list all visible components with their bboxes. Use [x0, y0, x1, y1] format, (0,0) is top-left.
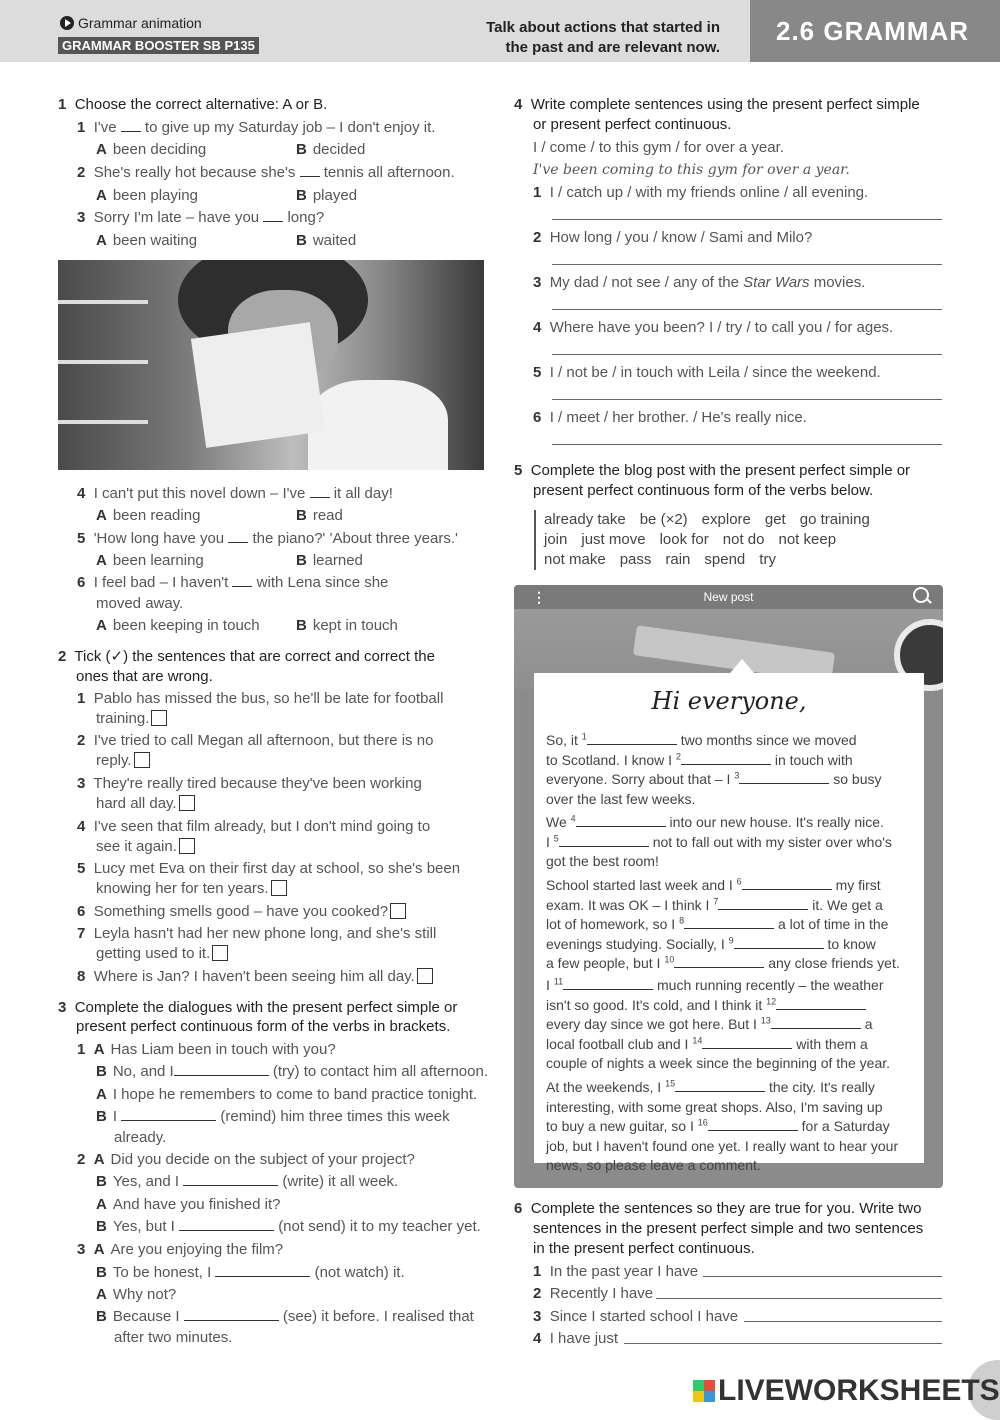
word-row [544, 530, 944, 550]
answer-blank[interactable] [587, 733, 677, 745]
word-item: explore [701, 511, 751, 528]
answer-blank[interactable] [179, 1218, 274, 1231]
answer-line[interactable] [552, 219, 942, 220]
blog-paragraph-4: I $^{11}$ much running recently – the weather isn't so good. It's cold, and I think it $^{12}$ every day since we got here. But I $^{13}$ a local football club and I $^{14}$ with them a couple of nights a week since the beginning of the year. [546, 976, 891, 1071]
ex2-instruction-line2: ones that are wrong. [76, 668, 213, 685]
answer-blank[interactable] [174, 1063, 269, 1076]
ex1-option-a[interactable]: A been playing [96, 187, 198, 204]
dialogue-1-b2: B I (remind) him three times this week [96, 1108, 450, 1125]
answer-line[interactable] [552, 309, 942, 310]
dialogue-1-a1: 1 A Has Liam been in touch with you? [77, 1041, 336, 1058]
dialogue-2-a2: A And have you finished it? [96, 1196, 281, 1213]
answer-blank[interactable] [228, 530, 248, 543]
word-item: just move [581, 531, 646, 548]
ex6-item-2: 2 Recently I have [533, 1285, 654, 1302]
word-item: be (×2) [639, 511, 688, 528]
blog-paragraph-1: So, it $^1$ two months since we moved to Scotland. I know I $^2$ in touch with everyone. Sorry about that – I $^3$ so busy over the last few weeks. [546, 731, 882, 807]
ex5-instruction-line2: present perfect continuous form of the verbs below. [533, 482, 874, 499]
ex3-instruction: 3 Complete the dialogues with the present perfect simple or [58, 999, 458, 1016]
blog-post-panel [514, 585, 943, 1188]
word-item: already take [544, 511, 626, 528]
dialogue-3-b2-line2: after two minutes. [114, 1329, 233, 1346]
answer-blank[interactable] [184, 1308, 279, 1321]
ex1-item-2: 2 She's really hot because she's tennis all afternoon. [77, 164, 455, 181]
blog-paragraph-2: We $^4$ into our new house. It's really nice. I $^5$ not to fall out with my sister over who's got the best room! [546, 813, 892, 869]
ex1-option-a[interactable]: A been waiting [96, 232, 198, 249]
answer-line[interactable] [656, 1298, 942, 1299]
ex1-option-a[interactable]: A been deciding [96, 141, 207, 158]
answer-blank[interactable] [232, 574, 252, 587]
answer-blank[interactable] [776, 998, 866, 1010]
answer-blank[interactable] [215, 1264, 310, 1277]
ex1-item-4: 4 I can't put this novel down – I've it all day! [77, 485, 393, 502]
grammar-booster-label: GRAMMAR BOOSTER SB P135 [58, 37, 259, 54]
answer-blank[interactable] [702, 1037, 792, 1049]
answer-blank[interactable] [310, 485, 330, 498]
ex3-instruction-line2: present perfect continuous form of the verbs in brackets. [76, 1018, 451, 1035]
ex4-instruction-line2: or present perfect continuous. [533, 116, 732, 133]
answer-blank[interactable] [734, 937, 824, 949]
blog-title-bar: ⋮ New post [514, 585, 943, 609]
word-item: not make [544, 551, 606, 568]
ex2-item-4: 4 I've seen that film already, but I don't mind going to [77, 818, 431, 835]
answer-blank[interactable] [559, 835, 649, 847]
answer-blank[interactable] [742, 878, 832, 890]
word-row [544, 550, 944, 570]
ex1-option-a[interactable]: A been reading [96, 507, 201, 524]
answer-blank[interactable] [708, 1119, 798, 1131]
blog-paragraph-3: School started last week and I $^6$ my first exam. It was OK – I think I $^7$ it. We get a lot of homework, so I $^8$ a lot of time in the evenings studying. Socially, I $^9$ to know a few people, but I $^{10}$ any close friends yet. [546, 876, 900, 971]
word-item: rain [665, 551, 691, 568]
play-icon [60, 16, 74, 30]
answer-line[interactable] [552, 444, 942, 445]
tick-box[interactable] [179, 795, 195, 811]
answer-line[interactable] [744, 1321, 942, 1322]
answer-blank[interactable] [300, 164, 320, 177]
word-item: try [759, 551, 776, 568]
dialogue-1-b1: B No, and I (try) to contact him all afternoon. [96, 1063, 488, 1080]
ex1-item-5: 5 'How long have you the piano?' 'About three years.' [77, 530, 458, 547]
blog-card [534, 673, 924, 1173]
answer-blank[interactable] [576, 815, 666, 827]
dialogue-3-a1: 3 A Are you enjoying the film? [77, 1241, 284, 1258]
tick-box[interactable] [390, 903, 406, 919]
ex2-item-8: 8 Where is Jan? I haven't been seeing him all day. [77, 967, 433, 987]
word-item: not keep [778, 531, 837, 548]
word-item: look for [659, 531, 709, 548]
answer-blank[interactable] [739, 772, 829, 784]
ex2-item-6: 6 Something smells good – have you cooked? [77, 902, 406, 922]
ex1-option-a[interactable]: A been learning [96, 552, 204, 569]
dialogue-1-a2: A I hope he remembers to come to band practice tonight. [96, 1086, 478, 1103]
answer-line[interactable] [552, 399, 942, 400]
ex4-item-4: 4 Where have you been? I / try / to call you / for ages. [533, 319, 894, 336]
ex1-instruction: 1 Choose the correct alternative: A or B. [58, 96, 328, 113]
word-item: get [764, 511, 786, 528]
ex2-item-5: 5 Lucy met Eva on their first day at school, so she's been [77, 860, 461, 877]
lesson-aim: Talk about actions that started in the past and are relevant now. [486, 19, 720, 56]
grammar-animation-link[interactable]: Grammar animation [60, 15, 202, 31]
tick-box[interactable] [417, 968, 433, 984]
ex1-option-b[interactable]: B learned [296, 552, 363, 569]
ex2-item-4-line2: see it again. [96, 837, 195, 857]
word-row [544, 510, 944, 530]
girl-reading-photo [58, 260, 484, 470]
ex2-item-7: 7 Leyla hasn't had her new phone long, and she's still [77, 925, 437, 942]
tick-box[interactable] [134, 752, 150, 768]
ex2-item-2-line2: reply. [96, 751, 150, 771]
answer-blank[interactable] [684, 917, 774, 929]
answer-blank[interactable] [681, 753, 771, 765]
tick-box[interactable] [271, 880, 287, 896]
ex4-example-prompt: I / come / to this gym / for over a year. [533, 139, 784, 156]
page-header [0, 0, 1000, 62]
word-item: go training [799, 511, 870, 528]
answer-blank[interactable] [674, 956, 764, 968]
word-item: join [544, 531, 568, 548]
tick-box[interactable] [212, 945, 228, 961]
ex6-instruction: 6 Complete the sentences so they are true for you. Write two [514, 1200, 922, 1217]
answer-blank[interactable] [718, 898, 808, 910]
answer-line[interactable] [703, 1276, 942, 1277]
dialogue-3-b2: B Because I (see) it before. I realised that [96, 1308, 474, 1325]
ex1-item-6: 6 I feel bad – I haven't with Lena since she [77, 574, 389, 591]
ex4-instruction: 4 Write complete sentences using the present perfect simple [514, 96, 920, 113]
dialogue-2-b1: B Yes, and I (write) it all week. [96, 1173, 399, 1190]
ex6-item-3: 3 Since I started school I have [533, 1308, 739, 1325]
ex2-item-3-line2: hard all day. [96, 794, 195, 814]
ex1-option-b[interactable]: B read [296, 507, 343, 524]
ex2-item-1: 1 Pablo has missed the bus, so he'll be late for football [77, 690, 444, 707]
ex6-instruction-line2: sentences in the present perfect simple and two sentences [533, 1220, 924, 1237]
blog-paragraph-5: At the weekends, I $^{15}$ the city. It's really interesting, with some great shops. Also, I'm saving up to buy a new guitar, so I $^{16}$ for a Saturday job, but I haven't found one yet. I really want to hear your news, so please leave a comment. [546, 1078, 899, 1173]
answer-line[interactable] [552, 354, 942, 355]
liveworksheets-logo: LIVEWORKSHEETS [693, 1374, 1000, 1408]
answer-line[interactable] [624, 1343, 942, 1344]
answer-blank[interactable] [675, 1080, 765, 1092]
ex1-option-b[interactable]: B waited [296, 232, 357, 249]
answer-blank[interactable] [183, 1173, 278, 1186]
dialogue-2-a1: 2 A Did you decide on the subject of your project? [77, 1151, 415, 1168]
ex2-instruction: 2 Tick (✓) the sentences that are correct and correct the [58, 648, 435, 665]
answer-blank[interactable] [771, 1017, 861, 1029]
menu-dots-icon[interactable]: ⋮ [532, 589, 546, 605]
ex4-item-3: 3 My dad / not see / any of the Star Wars movies. [533, 274, 866, 291]
dialogue-1-b2-line2: already. [114, 1129, 167, 1146]
ex2-item-7-line2: getting used to it. [96, 944, 228, 964]
ex1-item-1: 1 I've to give up my Saturday job – I don't enjoy it. [77, 119, 436, 136]
ex1-option-a[interactable]: A been keeping in touch [96, 617, 260, 634]
ex2-item-3: 3 They're really tired because they've been working [77, 775, 422, 792]
answer-blank[interactable] [121, 119, 141, 132]
ex2-item-1-line2: training. [96, 709, 167, 729]
word-box [534, 510, 944, 570]
answer-blank[interactable] [121, 1108, 216, 1121]
dialogue-3-a2: A Why not? [96, 1286, 177, 1303]
search-icon[interactable] [913, 587, 929, 603]
ex4-item-6: 6 I / meet / her brother. / He's really nice. [533, 409, 807, 426]
ex1-option-b[interactable]: B played [296, 187, 358, 204]
answer-blank[interactable] [263, 209, 283, 222]
ex6-instruction-line3: in the present perfect continuous. [533, 1240, 755, 1257]
word-item: spend [704, 551, 746, 568]
ex1-item-6-line2: moved away. [96, 595, 184, 612]
ex1-item-3: 3 Sorry I'm late – have you long? [77, 209, 325, 226]
ex6-item-4: 4 I have just [533, 1330, 619, 1347]
ex2-item-5-line2: knowing her for ten years. [96, 879, 287, 899]
ex1-option-b[interactable]: B kept in touch [296, 617, 398, 634]
word-item: not do [722, 531, 765, 548]
word-item: pass [619, 551, 652, 568]
ex5-instruction: 5 Complete the blog post with the present perfect simple or [514, 462, 911, 479]
ex4-item-1: 1 I / catch up / with my friends online / all evening. [533, 184, 869, 201]
ex4-item-5: 5 I / not be / in touch with Leila / since the weekend. [533, 364, 881, 381]
logo-icon [693, 1380, 715, 1402]
dialogue-2-b2: B Yes, but I (not send) it to my teacher yet. [96, 1218, 481, 1235]
tick-box[interactable] [179, 838, 195, 854]
ex4-example-answer: I've been coming to this gym for over a year. [533, 162, 850, 178]
answer-blank[interactable] [563, 978, 653, 990]
ex2-item-2: 2 I've tried to call Megan all afternoon, but there is no [77, 732, 434, 749]
dialogue-3-b1: B To be honest, I (not watch) it. [96, 1264, 405, 1281]
ex4-item-2: 2 How long / you / know / Sami and Milo? [533, 229, 813, 246]
answer-line[interactable] [552, 264, 942, 265]
blog-greeting: Hi everyone, [651, 687, 807, 715]
ex1-option-b[interactable]: B decided [296, 141, 366, 158]
section-badge: 2.6 GRAMMAR [750, 0, 1000, 62]
tick-box[interactable] [151, 710, 167, 726]
ex6-item-1: 1 In the past year I have [533, 1263, 699, 1280]
